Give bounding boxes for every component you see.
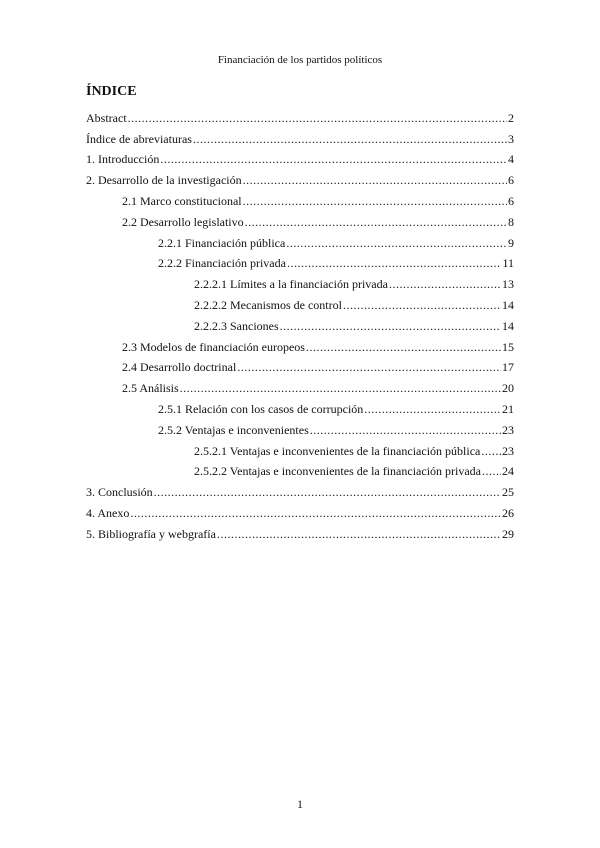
toc-entry-label: 2.5 Análisis: [122, 381, 179, 396]
toc-entry-label: 2.4 Desarrollo doctrinal: [122, 360, 237, 375]
toc-entry: [86, 229, 514, 250]
toc-leader: [160, 152, 507, 166]
toc-leader: [364, 402, 501, 416]
toc-leader: [217, 527, 501, 541]
toc-entry-label: 2.2.1 Financiación pública: [158, 235, 286, 250]
toc-entry-page: 29: [502, 526, 514, 541]
toc-entry: [86, 458, 514, 479]
toc-entry-label: 2.5.2.1 Ventajas e inconvenientes de la financiación pública: [194, 443, 481, 458]
toc-entry-page: 3: [508, 131, 514, 146]
toc-entry: [86, 125, 514, 146]
toc-entry-label: 5. Bibliografía y webgrafía: [86, 526, 216, 541]
toc-entry-label: 1. Introducción: [86, 152, 160, 167]
toc-entry-page: 21: [502, 401, 514, 416]
toc-leader: [343, 298, 501, 312]
toc-entry-page: 6: [508, 173, 514, 188]
toc-entry-page: 14: [502, 318, 514, 333]
toc-entry-page: 24: [502, 464, 514, 479]
toc-leader: [154, 485, 501, 499]
toc-leader: [128, 111, 507, 125]
toc-entry-page: 2: [508, 110, 514, 125]
toc-leader: [481, 444, 501, 458]
toc-entry: [86, 374, 514, 395]
toc-entry: [86, 499, 514, 520]
toc-entry-label: 2.2.2 Financiación privada: [158, 256, 286, 271]
toc-entry: [86, 520, 514, 541]
toc-entry: [86, 166, 514, 187]
toc-entry-label: 2.5.2.2 Ventajas e inconvenientes de la financiación privada: [194, 464, 482, 479]
toc-leader: [287, 256, 501, 270]
toc-leader: [286, 236, 507, 250]
toc-entry-label: 2.3 Modelos de financiación europeos: [122, 339, 305, 354]
toc-leader: [482, 464, 501, 478]
toc-entry: [86, 354, 514, 375]
toc-entry-page: 15: [502, 339, 514, 354]
toc-leader: [193, 132, 507, 146]
toc-entry-page: 23: [502, 422, 514, 437]
toc-entry: [86, 187, 514, 208]
toc-entry: [86, 312, 514, 333]
toc-entry: [86, 146, 514, 167]
toc-entry-label: 2. Desarrollo de la investigación: [86, 173, 242, 188]
toc-entry: [86, 416, 514, 437]
table-of-contents: [86, 104, 514, 541]
toc-leader: [180, 381, 501, 395]
toc-leader: [243, 194, 507, 208]
toc-entry-label: 2.2.2.3 Sanciones: [194, 318, 279, 333]
toc-leader: [306, 340, 501, 354]
toc-entry-page: 14: [502, 297, 514, 312]
toc-leader: [245, 215, 507, 229]
toc-leader: [389, 277, 501, 291]
page-number: 1: [297, 797, 303, 811]
toc-entry-label: 4. Anexo: [86, 505, 130, 520]
toc-entry: [86, 291, 514, 312]
toc-entry-label: 3. Conclusión: [86, 485, 153, 500]
toc-entry-label: 2.2 Desarrollo legislativo: [122, 214, 244, 229]
toc-leader: [310, 423, 501, 437]
toc-entry: [86, 208, 514, 229]
toc-entry-label: Abstract: [86, 110, 127, 125]
running-header: Financiación de los partidos políticos: [217, 54, 383, 66]
toc-leader: [243, 173, 507, 187]
toc-leader: [130, 506, 501, 520]
toc-entry: [86, 270, 514, 291]
toc-entry-page: 11: [502, 256, 514, 271]
toc-entry-page: 6: [508, 193, 514, 208]
toc-entry-page: 26: [502, 505, 514, 520]
toc-entry: [86, 437, 514, 458]
toc-entry-page: 20: [502, 381, 514, 396]
toc-entry: [86, 104, 514, 125]
toc-entry: [86, 478, 514, 499]
toc-entry-label: Índice de abreviaturas: [86, 131, 192, 146]
toc-entry-page: 13: [502, 277, 514, 292]
toc-entry: [86, 250, 514, 271]
toc-title: ÍNDICE: [86, 84, 137, 99]
toc-entry-label: 2.1 Marco constitucional: [122, 193, 242, 208]
toc-entry-page: 25: [502, 485, 514, 500]
toc-entry-label: 2.5.2 Ventajas e inconvenientes: [158, 422, 309, 437]
toc-entry-label: 2.5.1 Relación con los casos de corrupción: [158, 401, 364, 416]
toc-entry-label: 2.2.2.1 Límites a la financiación privada: [194, 277, 388, 292]
toc-entry-page: 4: [508, 152, 514, 167]
toc-leader: [280, 319, 501, 333]
toc-leader: [237, 360, 501, 374]
toc-entry: [86, 395, 514, 416]
toc-entry: [86, 333, 514, 354]
toc-entry-page: 9: [508, 235, 514, 250]
toc-entry-page: 8: [508, 214, 514, 229]
toc-entry-page: 23: [502, 443, 514, 458]
toc-entry-label: 2.2.2.2 Mecanismos de control: [194, 297, 342, 312]
toc-entry-page: 17: [502, 360, 514, 375]
